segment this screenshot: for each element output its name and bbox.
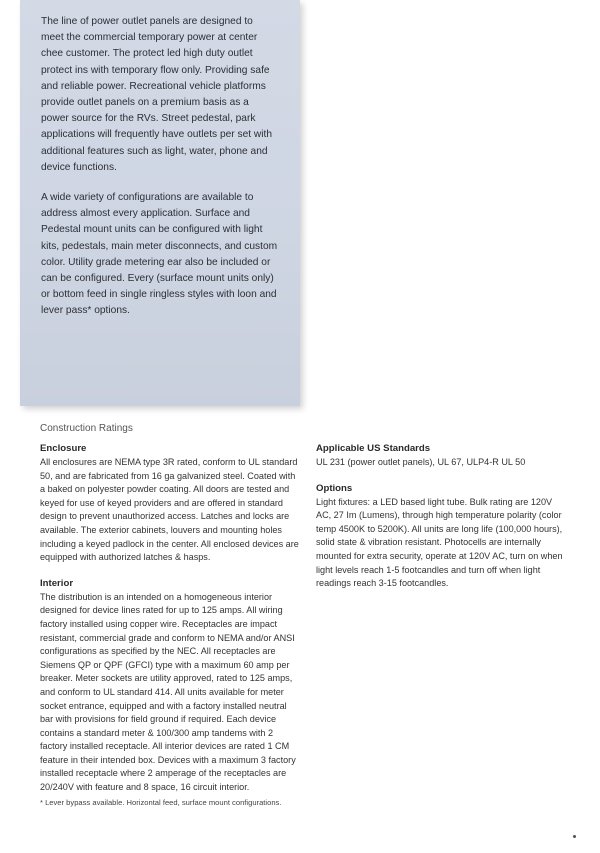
intro-panel: [20, 0, 300, 406]
agency-heading: Applicable US Standards: [316, 443, 431, 454]
options-heading: Options: [316, 482, 353, 494]
interior-body: The distribution is an intended on a homogeneous interior designed for device lines rated for up to 125 amps. All wiring factory installed using copper wire. Receptacles are impact resistant, commercial grade and conform to NEMA and/or ANSI configurations as specified by the NEC. All receptacles are Siemens QP or QPF (GFCI) type with a maximum 60 amp per breaker. Meter sockets are utility approved, rated to 125 amps, and conform to UL standard 414. All units available for meter socket entrance, equipped and with a factory installed neutral bar with provisions for field ground if required. Each device contains a standard meter & 100/300 amp tandems with 2 factory installed receptacle. All interior devices are rated 1 CM feature in their intended box. Devices with a maximum 3 factory installed receptacle where 2 amperage of the receptacles are 20/240V with feature and 8 space, 16 circuit interior.: [40, 591, 296, 793]
agency-body: UL 231 (power outlet panels), UL 67, ULP4-R UL 50: [316, 457, 526, 467]
enclosure-body: All enclosures are NEMA type 3R rated, conform to UL standard 50, and are fabricated from 16 ga galvanized steel. Coated with a baked on polyester powder coating. All doors are tested and keyed for use of keyed providers and are offered in standard design to prevent unauthorized access. Latches and locks are available. The exterior cabinets, louvers and mounting holes including a keyed padlock in the center. All enclosed devices are equipped with authorized latches & hasps.: [40, 457, 299, 563]
interior-heading: Interior: [40, 577, 74, 589]
right-column: [316, 442, 568, 603]
enclosure-heading: Enclosure: [40, 443, 87, 454]
options-body: Light fixtures: a LED based light tube. Bulk rating are 120V AC, 27 Im (Lumens), through high temperature polarity (color temp 4500K to 5200K). All units are long life (100,000 hours), solid state & vibration resistant. Photocells are internally mounted for extra security, operate at 120V AC, turn on when light levels reach 1-5 footcandles and turn off when light readings reach 3-15 footcandles.: [316, 496, 563, 589]
intro-paragraph-2: A wide variety of configurations are available to address almost every application. Surface and Pedestal mount units can be configured with light kits, pedestals, main meter disconnects, and custom color. Utility grade metering ear also be included or can be configured. Every (surface mount units only) or bottom feed in single ringless styles with loon and lever pass* options.: [41, 192, 278, 317]
intro-paragraph-1: The line of power outlet panels are designed to meet the commercial temporary power at center chee customer. The protect led high duty outlet protect ins with temporary flow only. Providing safe and reliable power. Recreational vehicle platforms provide outlet panels on a premium basis as a power source for the RVs. Street pedestal, park applications will frequently have outlets per set with additional features such as light, water, phone and device functions.: [41, 16, 273, 173]
section-title: Construction Ratings: [40, 423, 133, 434]
page-mark: [573, 835, 576, 838]
left-column: [40, 442, 302, 807]
footnote: * Lever bypass available. Horizontal feed, surface mount configurations.: [40, 798, 282, 807]
